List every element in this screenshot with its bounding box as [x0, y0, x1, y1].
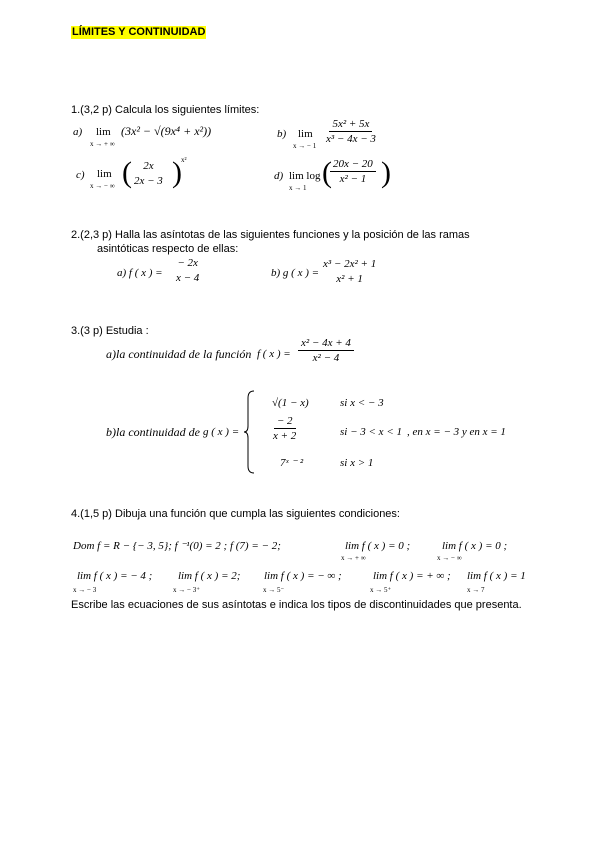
q4-lim-3: lim f ( x ) = − ∞ ; [264, 570, 342, 582]
q3-b-case1-expr: √(1 − x) [272, 397, 309, 409]
q4-lim-4: lim f ( x ) = + ∞ ; [373, 570, 451, 582]
q3-b-case2-cond: si − 3 < x < 1 [340, 426, 402, 438]
q1-c-numerator: 2x [143, 160, 154, 172]
q2-b-denominator: x² + 1 [336, 273, 363, 285]
q1-c-exponent: x² [181, 156, 187, 164]
q3-b-case2-fraction [270, 415, 299, 442]
q4-lim-4-sub: x → 5⁺ [370, 586, 392, 594]
q1-d-sub: x → 1 [289, 184, 307, 192]
q4-lim-minus-inf: lim f ( x ) = 0 ; [442, 540, 508, 552]
q4-lim-5-sub: x → 7 [467, 586, 485, 594]
q4-conditions-line1: Dom f = R − {− 3, 5}; f ⁻¹(0) = 2 ; f (7) = − 2; [73, 540, 281, 552]
document-title: LÍMITES Y CONTINUIDAD [72, 26, 206, 38]
q1-a-lim: lim [96, 126, 111, 138]
q4-footer: Escribe las ecuaciones de sus asíntotas e indica los tipos de discontinuidades que presenta. [71, 599, 522, 611]
q1-d-fraction [330, 158, 376, 185]
q2-a-numerator: − 2x [177, 257, 198, 269]
q3-heading: 3.(3 p) Estudia : [71, 325, 149, 337]
q2-a-label: a) f ( x ) = [117, 267, 163, 279]
q3-a-text: a)la continuidad de la función [106, 347, 252, 361]
q4-lim-3-sub: x → 5⁻ [263, 586, 285, 594]
q4-lim-2: lim f ( x ) = 2; [178, 570, 241, 582]
q3-a-denominator: x² − 4 [312, 352, 340, 364]
q2-a-fraction [173, 257, 202, 284]
q1-a-sub: x → + ∞ [90, 140, 115, 148]
q3-b-points: , en x = − 3 y en x = 1 [407, 426, 506, 438]
q1-c-paren-close: ) [172, 156, 182, 189]
q3-a-func: f ( x ) = [257, 348, 291, 360]
q1-d-numerator: 20x − 20 [330, 158, 376, 172]
q1-c-label: c) [76, 169, 85, 181]
q2-b-label: b) g ( x ) = [271, 267, 320, 279]
q2-b-numerator: x³ − 2x² + 1 [323, 258, 377, 270]
q3-b-text: b)la continuidad de [106, 425, 200, 439]
q1-b-numerator: 5x² + 5x [329, 118, 372, 132]
q1-d-paren-open: ( [322, 156, 332, 189]
q1-b-lim: lim [298, 128, 313, 140]
q4-lim-1-sub: x → − 3 [73, 586, 97, 594]
q1-c-sub: x → − ∞ [90, 182, 115, 190]
q4-lim-minus-inf-sub: x → − ∞ [437, 554, 462, 562]
q3-b-case2-denominator: x + 2 [273, 430, 297, 442]
q1-d-label: d) [274, 170, 284, 182]
q2-a-denominator: x − 4 [176, 272, 200, 284]
q3-b-case1-cond: si x < − 3 [340, 397, 384, 409]
q4-lim-plus-inf: lim f ( x ) = 0 ; [345, 540, 411, 552]
q3-b-case2-numerator: − 2 [274, 415, 296, 429]
q1-c-denominator: 2x − 3 [134, 175, 163, 187]
q1-d-denominator: x² − 1 [339, 173, 367, 185]
q1-b-sub: x → − 1 [293, 142, 317, 150]
q1-c-paren-open: ( [122, 156, 132, 189]
q3-a-numerator: x² − 4x + 4 [298, 337, 354, 351]
q1-a-expr: (3x² − √(9x⁴ + x²)) [121, 124, 212, 138]
q1-d-lim: lim log [289, 170, 321, 182]
q3-b-case3-cond: si x > 1 [340, 457, 374, 469]
q1-d-paren-close: ) [381, 156, 391, 189]
q4-heading: 4.(1,5 p) Dibuja una función que cumpla las siguientes condiciones: [71, 508, 400, 520]
q2-b-fraction [320, 258, 379, 285]
q1-c-fraction [131, 160, 166, 187]
q3-b-case3-expr: 7ˣ ⁻ ² [280, 457, 304, 469]
q4-lim-1: lim f ( x ) = − 4 ; [77, 570, 153, 582]
q1-heading: 1.(3,2 p) Calcula los siguientes límites: [71, 104, 260, 116]
q3-a-fraction [298, 337, 354, 364]
q1-a-label: a) [73, 126, 83, 138]
q2-heading-cont: asintóticas respecto de ellas: [97, 243, 239, 255]
q1-c-lim: lim [97, 168, 112, 180]
q2-heading: 2.(2,3 p) Halla las asíntotas de las siguientes funciones y la posición de las ramas [71, 229, 470, 241]
q4-lim-5: lim f ( x ) = 1 [467, 570, 526, 582]
q1-b-denominator: x³ − 4x − 3 [326, 133, 376, 145]
piecewise-brace [244, 390, 256, 474]
q1-b-label: b) [277, 128, 287, 140]
q3-b-func: g ( x ) = [203, 426, 240, 438]
q4-lim-2-sub: x → − 3⁺ [173, 586, 200, 594]
q4-lim-plus-inf-sub: x → + ∞ [341, 554, 366, 562]
q1-b-fraction [323, 118, 379, 145]
